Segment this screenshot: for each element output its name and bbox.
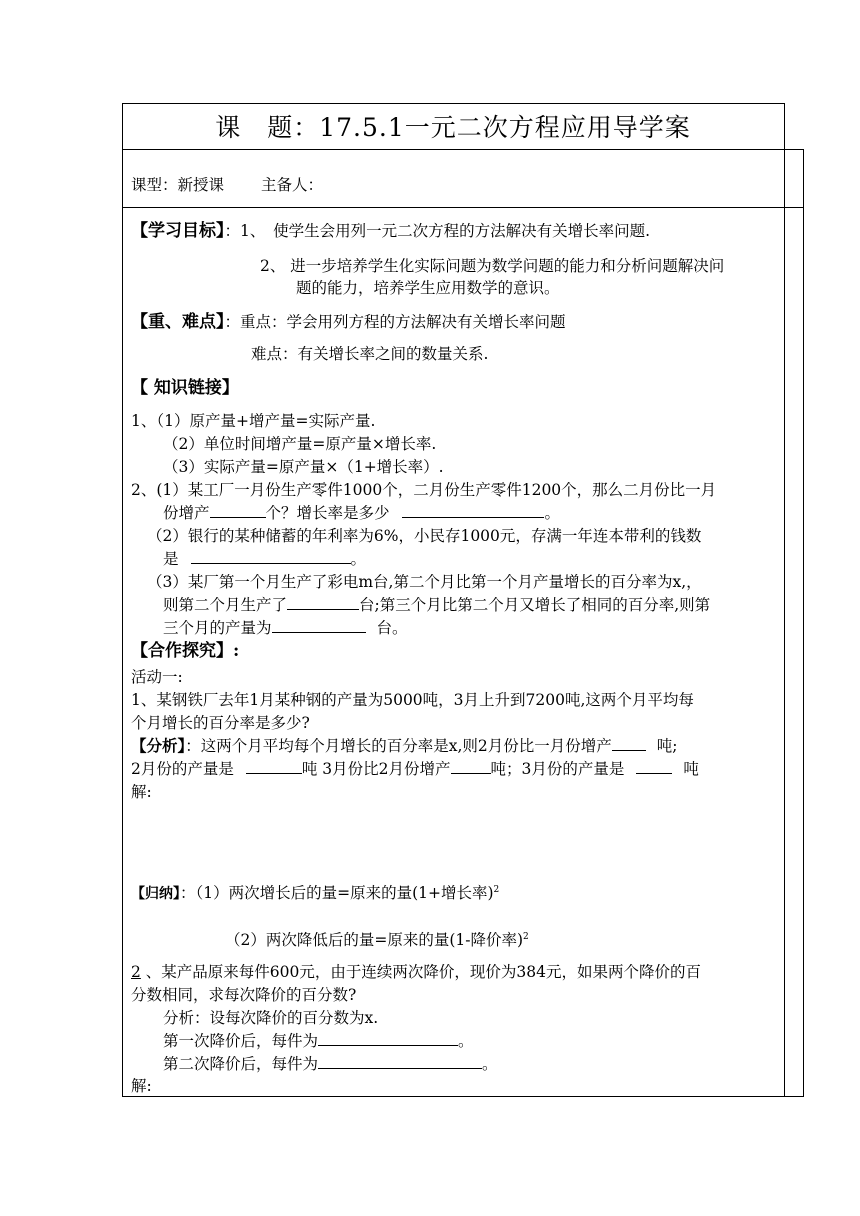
blank-mar-increase[interactable] <box>451 759 491 774</box>
blank-growth-rate[interactable] <box>402 503 544 518</box>
goals-heading: 【学习目标】 <box>131 221 225 241</box>
question-2-first-cut <box>163 1031 474 1051</box>
goals-item-1: ：1、 使学生会用列一元二次方程的方法解决有关增长率问题. <box>224 222 651 240</box>
key-points-line <box>131 312 566 332</box>
blank-total-money[interactable] <box>191 549 351 564</box>
blank-feb-output[interactable] <box>246 759 302 774</box>
knowledge-line-7-b: 。 <box>350 550 367 568</box>
preparer: 主备人： <box>261 176 324 194</box>
knowledge-line-10-b: 台。 <box>376 619 408 637</box>
analysis-line-1 <box>131 736 677 756</box>
knowledge-line-4: 2、(1）某工厂一月份生产零件1000个，二月份生产零件1200个，那么二月份比一月 <box>131 481 717 499</box>
knowledge-line-3: （3）实际产量=原产量×（1+增长率）. <box>163 458 444 476</box>
blank-feb-increase[interactable] <box>612 736 646 751</box>
question-2-text: 、某产品原来每件600元，由于连续两次降价，现价为384元，如果两个降价的百 <box>140 963 701 981</box>
summary-2-exponent: 2 <box>523 932 529 942</box>
mar-increase-label: 吨 3月份比2月份增产 <box>301 760 451 778</box>
question-1-line-2: 个月增长的百分率是多少? <box>131 714 310 732</box>
second-cut-label: 第二次降价后，每件为 <box>163 1055 319 1073</box>
blank-second-month[interactable] <box>287 595 359 610</box>
analysis-unit: 吨; <box>656 737 678 755</box>
summary-2: （2）两次降低后的量=原来的量(1-降价率) <box>225 931 524 950</box>
knowledge-line-7-a: 是 <box>163 550 179 568</box>
solve-label-2: 解: <box>131 1077 152 1095</box>
frame-right-line <box>784 149 785 1097</box>
analysis-text: ：这两个月平均每个月增长的百分率是x,则2月份比一月份增产 <box>185 737 612 755</box>
blank-first-cut[interactable] <box>318 1031 458 1046</box>
feb-output-label: 2月份的产量是 <box>131 760 234 778</box>
knowledge-line-10 <box>163 618 407 638</box>
key-point: ：重点：学会用列方程的方法解决有关增长率问题 <box>224 313 566 331</box>
knowledge-line-9-b: 台;第三个月比第二个月又增长了相同的百分率,则第 <box>359 596 711 614</box>
knowledge-line-8: （3）某厂第一个月生产了彩电m台,第二个月比第一个月产量增长的百分率为x,， <box>147 573 702 591</box>
frame-right-line-title <box>784 103 785 150</box>
question-2-second-cut <box>163 1054 498 1074</box>
question-2-analysis: 分析：设每次降价的百分数为x. <box>163 1009 379 1027</box>
key-points-heading: 【重、难点】 <box>131 312 225 332</box>
frame-bottom-line <box>122 1096 804 1097</box>
blank-third-month[interactable] <box>272 618 366 633</box>
frame-outer-right-line <box>803 149 804 1097</box>
difficulty-point: 难点：有关增长率之间的数量关系. <box>251 345 489 363</box>
frame-left-line <box>122 103 123 1097</box>
page-title: 课 题：17.5.1一元二次方程应用导学案 <box>215 113 691 142</box>
knowledge-line-9 <box>163 595 710 615</box>
knowledge-line-5-b: 个？增长率是多少 <box>265 504 390 522</box>
mar-output-unit: 吨 <box>683 760 699 778</box>
course-type: 课型：新授课 <box>131 176 225 194</box>
summary-line-1 <box>131 880 499 904</box>
blank-mar-output[interactable] <box>636 759 672 774</box>
question-1-line-1: 1、某钢铁厂去年1月某种钢的产量为5000吨，3月上升到7200吨,这两个月平均每 <box>131 691 694 709</box>
knowledge-line-5 <box>163 503 560 523</box>
first-cut-label: 第一次降价后，每件为 <box>163 1032 319 1050</box>
knowledge-line-5-c: 。 <box>544 504 560 522</box>
type-row-bottom-line <box>122 207 804 208</box>
solve-label-1: 解: <box>131 783 152 801</box>
cooperation-heading: 【合作探究】: <box>131 641 240 661</box>
summary-line-2 <box>225 927 529 950</box>
summary-label: 【归纳】 <box>131 886 180 903</box>
question-2-line-2: 分数相同，求每次降价的百分数? <box>131 986 357 1004</box>
knowledge-line-6: （2）银行的某种储蓄的年利率为6%，小民存1000元，存满一年连本带利的钱数 <box>147 527 702 545</box>
knowledge-line-5-a: 份增产 <box>163 504 210 522</box>
knowledge-line-1: 1、（1）原产量+增产量=实际产量. <box>131 412 376 430</box>
summary-1: ：（1）两次增长后的量=原来的量(1+增长率) <box>180 884 494 903</box>
frame-top-line <box>122 103 785 104</box>
question-2-number: 2 <box>131 963 141 981</box>
goals-item-2-line-2: 题的能力，培养学生应用数学的意识。 <box>296 279 560 297</box>
activity-label: 活动一: <box>131 668 183 686</box>
first-cut-period: 。 <box>458 1032 474 1050</box>
knowledge-heading: 【 知识链接】 <box>131 378 239 398</box>
summary-1-exponent: 2 <box>493 885 500 895</box>
title-bottom-line <box>122 149 804 150</box>
question-2-line-1 <box>131 962 701 982</box>
mar-output-label: 吨；3月份的产量是 <box>490 760 625 778</box>
blank-increase[interactable] <box>210 503 266 518</box>
goals-line-1 <box>131 221 650 241</box>
blank-second-cut[interactable] <box>318 1054 482 1069</box>
knowledge-line-2: （2）单位时间增产量=原产量×增长率. <box>163 435 437 453</box>
knowledge-line-7 <box>163 549 366 569</box>
analysis-line-2 <box>131 759 699 779</box>
analysis-label: 【分析】 <box>131 736 186 755</box>
knowledge-line-10-a: 三个月的产量为 <box>163 619 272 637</box>
goals-item-2-line-1: 2、 进一步培养学生化实际问题为数学问题的能力和分析问题解决问 <box>260 257 725 275</box>
second-cut-period: 。 <box>482 1055 498 1073</box>
knowledge-line-9-a: 则第二个月生产了 <box>163 596 288 614</box>
